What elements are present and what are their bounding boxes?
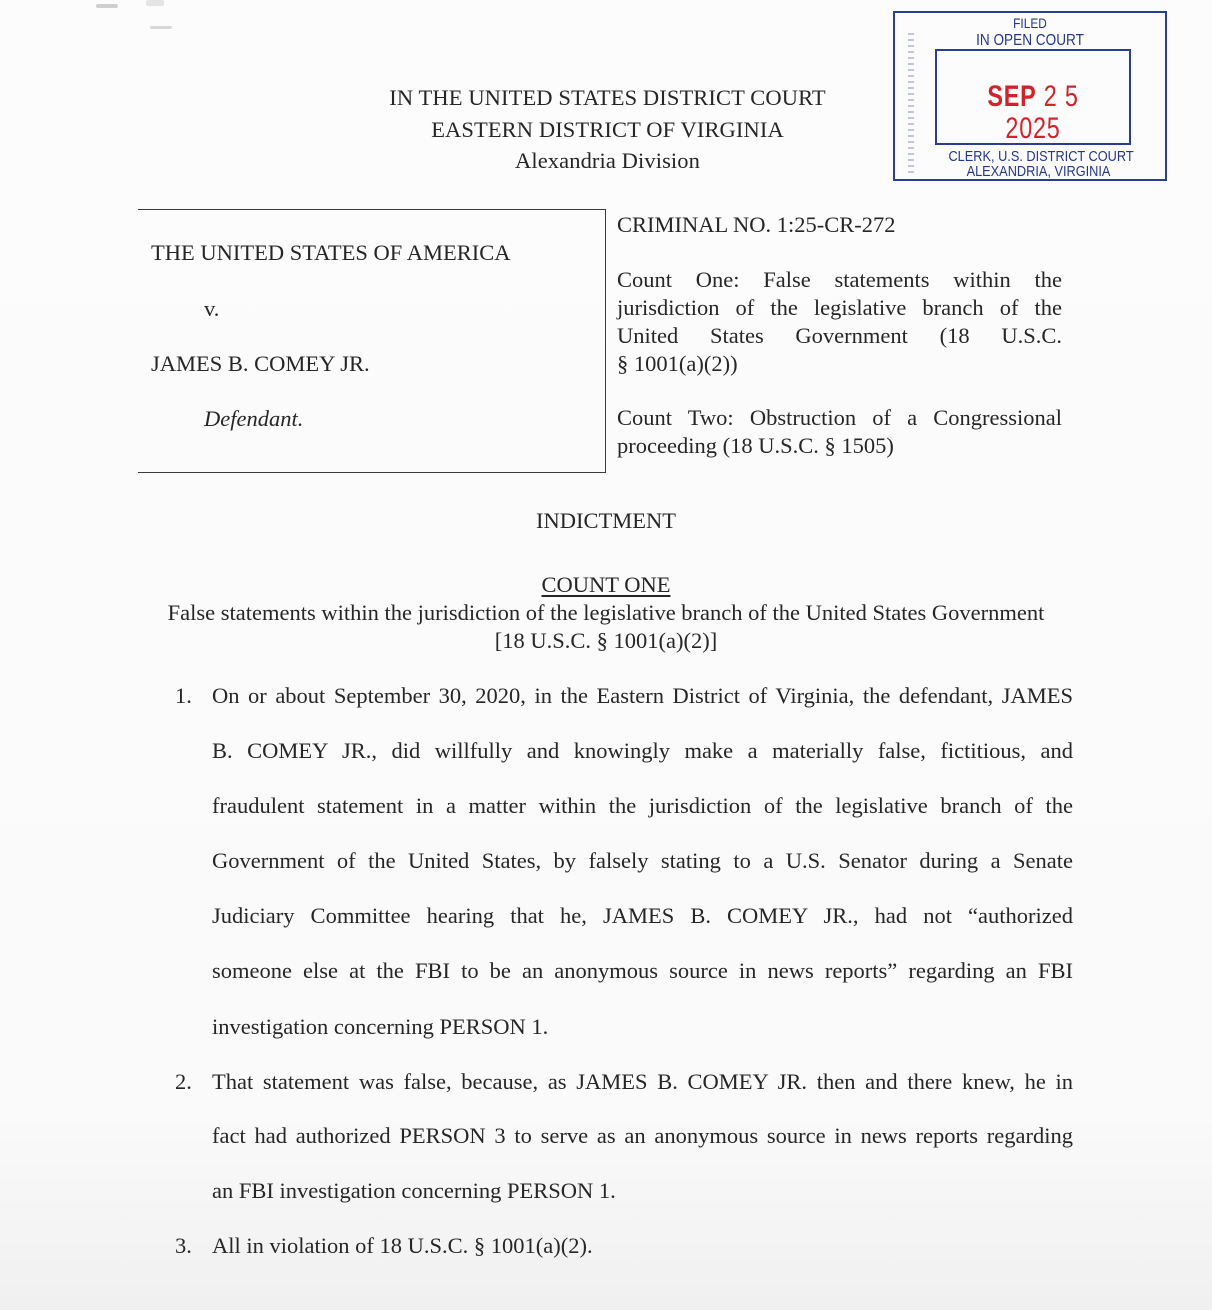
defendant-label: Defendant. (204, 406, 304, 431)
court-district: EASTERN DISTRICT OF VIRGINIA (431, 116, 784, 142)
court-name: IN THE UNITED STATES DISTRICT COURT (389, 85, 826, 110)
paragraph-line: an FBI investigation concerning PERSON 1. (212, 1178, 616, 1203)
court-division: Alexandria Division (515, 148, 700, 173)
caption-bottom-rule (138, 472, 606, 473)
count-subtitle: False statements within the jurisdiction of the legislative branch of the United States Government (167, 600, 1045, 625)
plaintiff-name: THE UNITED STATES OF AMERICA (151, 240, 511, 265)
count-heading-text: COUNT ONE (541, 572, 671, 597)
court-header (340, 82, 875, 177)
count-two-summary (617, 404, 1062, 460)
paragraph-line: All in violation of 18 U.S.C. § 1001(a)(2). (212, 1233, 593, 1258)
criminal-number: CRIMINAL NO. 1:25-CR-272 (617, 212, 896, 237)
stamp-location: ALEXANDRIA, VIRGINIA (966, 163, 1111, 180)
scan-speck (150, 26, 172, 29)
stamp-clerk: CLERK, U.S. DISTRICT COURT (948, 148, 1134, 165)
paragraph-line: investigation concerning PERSON 1. (212, 1014, 549, 1039)
paragraph-line: B. COMEY JR., did willfully and knowingly make a materially false, fictitious, and (212, 738, 1073, 763)
paragraph-line: Government of the United States, by falsely stating to a U.S. Senator during a Senate (212, 848, 1073, 873)
stamp-month: SEP (987, 80, 1037, 113)
scan-speck (96, 4, 118, 8)
count-one-line: § 1001(a)(2)) (617, 351, 738, 376)
stamp-edge-mark (908, 33, 914, 173)
count-one-line: jurisdiction of the legislative branch of the (617, 295, 1062, 320)
count-two-line: Count Two: Obstruction of a Congressional (617, 405, 1062, 430)
document-title: INDICTMENT (536, 508, 676, 533)
paragraph-line: fact had authorized PERSON 3 to serve as an anonymous source in news reports regarding (212, 1123, 1073, 1148)
count-heading (0, 571, 1212, 599)
paragraph-number: 2. (175, 1069, 192, 1094)
count-one-line: Count One: False statements within the (617, 267, 1062, 292)
stamp-date-box (935, 49, 1131, 145)
count-citation: [18 U.S.C. § 1001(a)(2)] (494, 628, 718, 653)
paragraph-line: fraudulent statement in a matter within the jurisdiction of the legislative branch of the (212, 793, 1073, 818)
stamp-day: 2 5 (1043, 80, 1079, 113)
stamp-year: 2025 (1005, 112, 1061, 145)
paragraph-line: someone else at the FBI to be an anonymous source in news reports” regarding an FBI (212, 958, 1073, 983)
defendant-name: JAMES B. COMEY JR. (151, 351, 370, 376)
paragraph-number: 3. (175, 1233, 192, 1258)
paragraph-line: That statement was false, because, as JAMES B. COMEY JR. then and there knew, he in (212, 1069, 1073, 1094)
count-two-line: proceeding (18 U.S.C. § 1505) (617, 433, 894, 458)
count-one-line: United States Government (18 U.S.C. (617, 323, 1062, 348)
versus-label: v. (204, 296, 220, 321)
caption-top-rule (138, 209, 606, 210)
caption-vertical-rule (605, 209, 606, 473)
count-one-summary (617, 266, 1062, 378)
scan-speck (146, 0, 164, 6)
stamp-date (958, 81, 1108, 145)
paragraph-number: 1. (175, 683, 192, 708)
paragraph-line: Judiciary Committee hearing that he, JAMES B. COMEY JR., had not “authorized (212, 903, 1073, 928)
stamp-filed: FILED (1013, 15, 1047, 31)
stamp-open-court: IN OPEN COURT (976, 32, 1084, 49)
filed-stamp (893, 11, 1167, 181)
paragraph-line: On or about September 30, 2020, in the Eastern District of Virginia, the defendant, JAMES (212, 683, 1073, 708)
